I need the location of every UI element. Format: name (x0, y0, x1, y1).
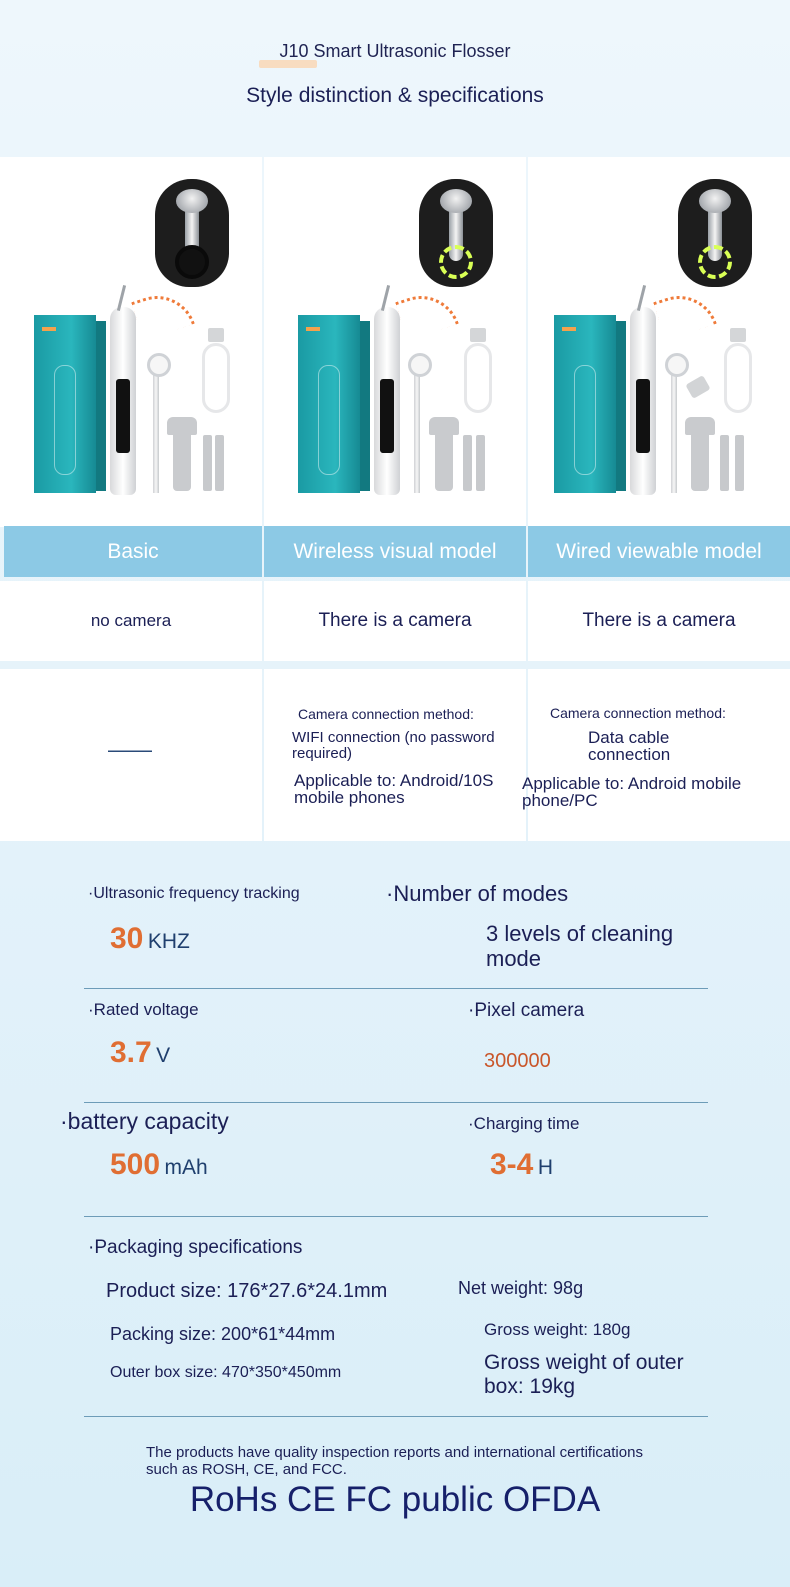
spec-pixel-label: ·Pixel camera (468, 1000, 585, 1021)
spec-modes-label: ·Number of modes (386, 881, 569, 906)
model-column-wireless (264, 157, 526, 841)
applicable-devices: Applicable to: Android mobile phone/PC (522, 774, 742, 810)
connection-detail-wired (522, 669, 790, 841)
camera-status-wireless: There is a camera (264, 581, 526, 661)
package-box (554, 315, 616, 493)
replacement-tip (215, 435, 224, 491)
camera-probe-closeup (419, 179, 493, 287)
gross-weight: Gross weight: 180g (484, 1320, 631, 1339)
replacement-tip (476, 435, 485, 491)
divider (84, 1416, 708, 1417)
spec-modes-value: 3 levels of cleaning mode (486, 921, 674, 971)
certification-note: The products have quality inspection reports and international certifications such as ROSH, CE, and FCC. (146, 1444, 643, 1478)
camera-probe-closeup (678, 179, 752, 287)
connection-detail-wireless (264, 669, 526, 841)
product-image-wired (528, 157, 790, 527)
connection-method: WIFI connection (no password required) (292, 729, 495, 762)
applicable-devices: Applicable to: Android/10S mobile phones (294, 771, 494, 807)
net-weight: Net weight: 98g (458, 1278, 584, 1298)
arrow-icon (653, 286, 717, 341)
replacement-tip (463, 435, 472, 491)
dental-mirror (414, 361, 420, 493)
replacement-tip (720, 435, 729, 491)
spec-frequency-value: 30 KHZ (110, 922, 190, 955)
otg-adapter (685, 375, 710, 399)
spec-battery-value: 500 mAh (110, 1148, 208, 1181)
connection-method: Data cable connection (588, 728, 671, 764)
connection-label: Camera connection method: (298, 706, 474, 722)
product-image-wireless (264, 157, 526, 527)
package-box (298, 315, 360, 493)
spec-battery-label: ·battery capacity (60, 1108, 229, 1134)
model-name-wireless: Wireless visual model (264, 526, 526, 577)
spec-charging-value: 3-4 H (490, 1148, 553, 1181)
charging-cable (202, 343, 230, 413)
packing-size: Packing size: 200*61*44mm (110, 1324, 336, 1344)
model-column-wired (522, 157, 790, 841)
header (0, 0, 790, 157)
spec-charging-label: ·Charging time (468, 1114, 580, 1133)
empty-placeholder: —— (108, 737, 152, 762)
camera-status-wired: There is a camera (528, 581, 790, 661)
spec-frequency-label: ·Ultrasonic frequency tracking (88, 885, 300, 902)
certification-marks: RoHs CE FC public OFDA (189, 1480, 601, 1519)
replacement-tip (735, 435, 744, 491)
arrow-icon (131, 286, 195, 341)
probe-closeup (155, 179, 229, 287)
connection-label: Camera connection method: (550, 705, 726, 721)
outer-box-size: Outer box size: 470*350*450mm (110, 1364, 342, 1381)
spec-voltage-label: ·Rated voltage (88, 1000, 199, 1019)
charging-cable (464, 343, 492, 413)
model-name-basic: Basic (4, 526, 262, 577)
camera-status-basic: no camera (0, 581, 262, 661)
product-size: Product size: 176*27.6*24.1mm (106, 1280, 388, 1302)
model-name-wired: Wired viewable model (528, 526, 790, 577)
product-image-basic (0, 157, 262, 527)
divider (84, 1102, 708, 1103)
spec-pixel-value: 300000 (484, 1050, 551, 1072)
outer-box-weight: Gross weight of outer box: 19kg (484, 1351, 684, 1398)
dental-mirror (671, 361, 677, 493)
wrench-tool (435, 423, 453, 491)
wrench-tool (691, 423, 709, 491)
model-column-basic (0, 157, 262, 841)
spec-packaging-label: ·Packaging specifications (88, 1237, 303, 1258)
connection-detail-basic (0, 669, 262, 841)
wrench-tool (173, 423, 191, 491)
package-box (34, 315, 96, 493)
charging-cable (724, 343, 752, 413)
page-subtitle: Style distinction & specifications (246, 84, 544, 107)
flosser-device (110, 307, 136, 495)
divider (84, 988, 708, 989)
flosser-device (374, 307, 400, 495)
arrow-icon (395, 286, 459, 341)
model-comparison (0, 157, 790, 841)
brand-title: J10 Smart Ultrasonic Flosser (279, 41, 511, 61)
spec-voltage-value: 3.7 V (110, 1036, 171, 1069)
replacement-tip (203, 435, 212, 491)
dental-mirror (153, 361, 159, 493)
flosser-device (630, 307, 656, 495)
divider (84, 1216, 708, 1217)
